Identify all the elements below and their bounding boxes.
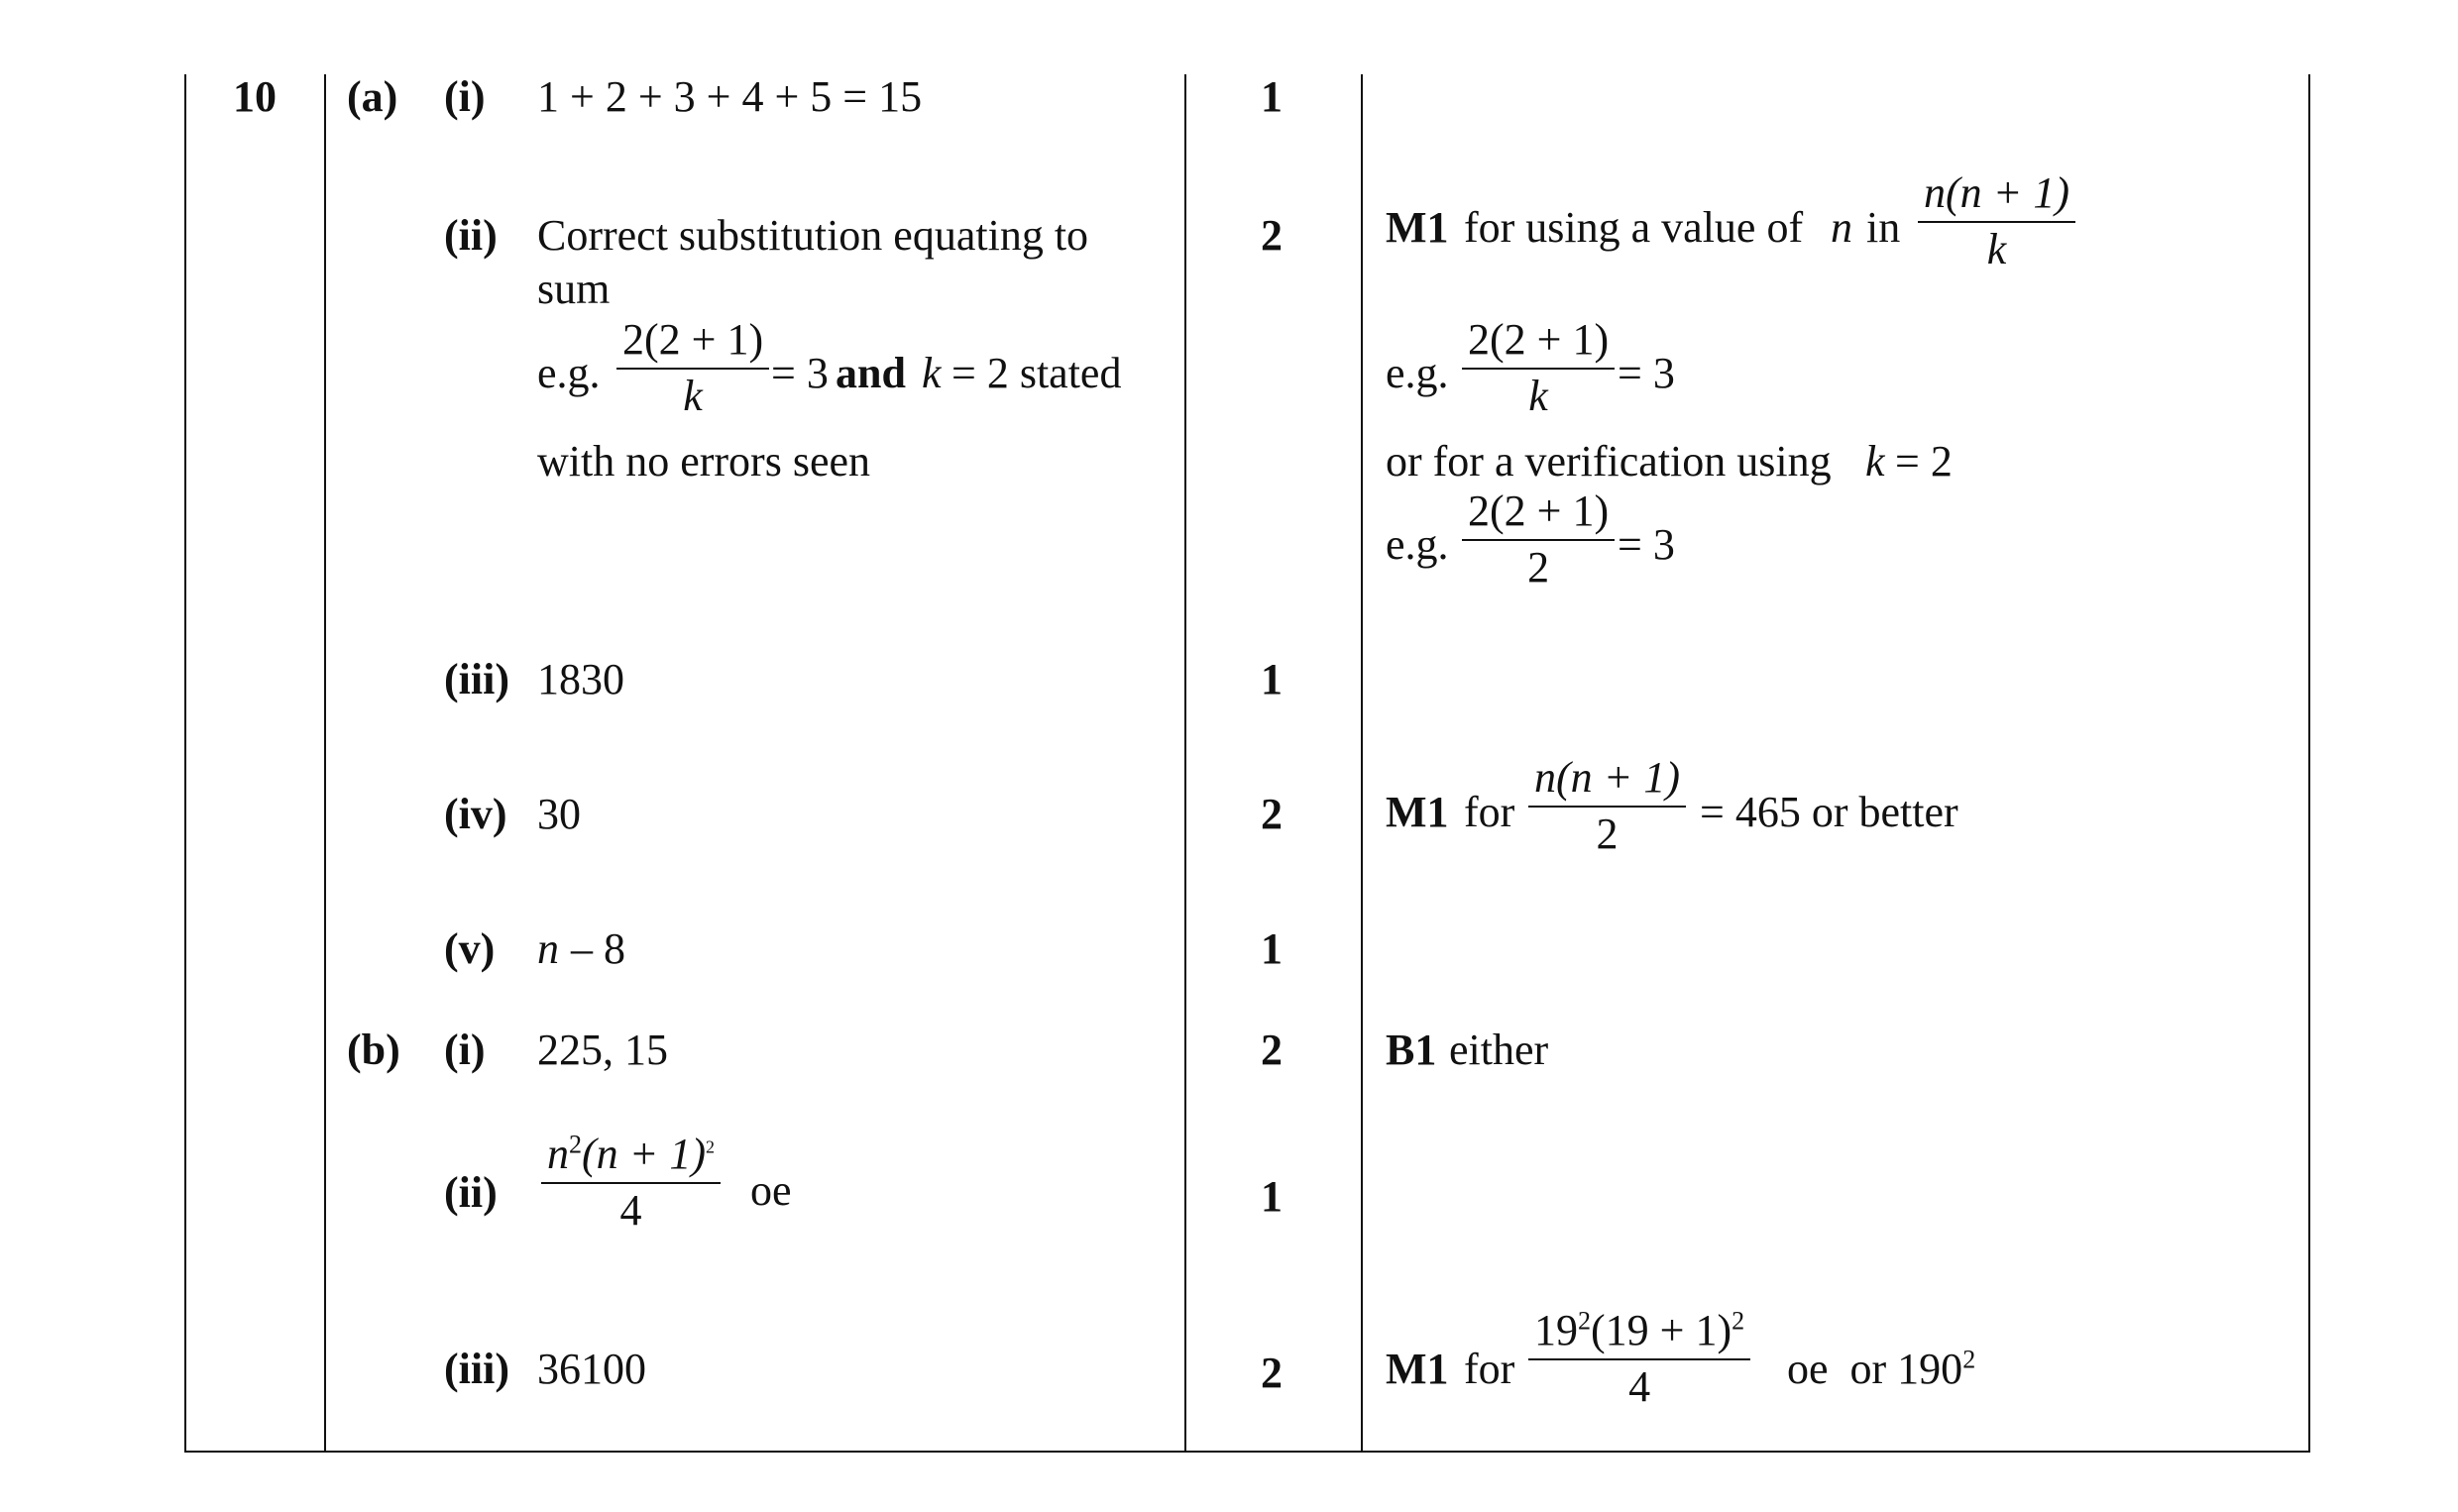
- a-ii-fraction: [616, 315, 769, 421]
- table-bottom-border: [184, 1451, 2310, 1453]
- a-v-answer-rest: – 8: [571, 924, 625, 973]
- col-divider-1: [324, 74, 326, 1453]
- a-ii-guidance-eg-2: e.g.: [1386, 520, 1449, 569]
- b-iii-guidance-oe-sup: 2: [1962, 1345, 1976, 1374]
- part-b-label: (b): [347, 1026, 400, 1074]
- a-iv-mark: 2: [1261, 790, 1283, 838]
- a-v-label: (v): [444, 924, 496, 973]
- a-iii-label: (iii): [444, 655, 509, 703]
- a-ii-guidance-fraction-1-bar: [1918, 221, 2075, 223]
- b-ii-fraction-numerator: [541, 1130, 721, 1180]
- a-i-label: (i): [444, 72, 486, 121]
- b-iii-guidance-fraction-numerator: [1528, 1306, 1750, 1356]
- a-iv-answer: 30: [537, 790, 581, 838]
- a-i-mark: 1: [1261, 72, 1283, 121]
- a-iv-guidance-for: for: [1464, 788, 1515, 836]
- b-iii-label: (iii): [444, 1345, 509, 1393]
- b-iii-num-sup: 2: [1578, 1306, 1591, 1336]
- a-ii-k-stated: = 2 stated: [951, 349, 1122, 397]
- b-iii-guidance-fraction-denominator: 4: [1628, 1361, 1651, 1411]
- a-ii-guidance-in: in: [1866, 203, 1901, 252]
- a-ii-and: and: [836, 349, 906, 397]
- a-ii-guidance-eg-1: e.g.: [1386, 349, 1449, 397]
- b-iii-guidance-for: for: [1464, 1345, 1515, 1393]
- a-ii-guidance-m1: M1: [1386, 203, 1449, 252]
- a-ii-answer-line2: sum: [537, 265, 611, 313]
- b-i-guidance-b1: B1: [1386, 1026, 1437, 1074]
- a-iii-mark: 1: [1261, 655, 1283, 703]
- col-divider-3: [1361, 74, 1363, 1453]
- b-ii-fraction-denominator: 4: [619, 1185, 642, 1235]
- col-divider-2: [1184, 74, 1186, 1453]
- b-iii-guidance-oe: [1787, 1345, 1976, 1393]
- b-i-label: (i): [444, 1026, 486, 1074]
- a-ii-guidance-or-text: or for a verification using: [1386, 437, 1832, 486]
- a-ii-fraction-denominator: k: [683, 371, 703, 420]
- a-ii-guidance-fraction-1-numerator: n(n + 1): [1924, 168, 2069, 217]
- b-iii-guidance-m1: M1: [1386, 1345, 1449, 1393]
- a-ii-fraction-bar: [616, 368, 769, 370]
- b-ii-num-sup2: 2: [706, 1136, 715, 1157]
- a-ii-equals: = 3: [771, 349, 829, 397]
- a-v-answer-n: n: [537, 924, 559, 973]
- b-i-answer: 225, 15: [537, 1026, 668, 1074]
- a-iii-answer: 1830: [537, 655, 624, 703]
- a-ii-guidance-n: n: [1831, 203, 1852, 252]
- a-iv-guidance-fraction-bar: [1528, 806, 1686, 808]
- a-iv-label: (iv): [444, 790, 507, 838]
- b-ii-fraction: [541, 1130, 721, 1236]
- b-iii-guidance-oe-text: oe or 190: [1787, 1345, 1963, 1393]
- a-ii-answer-line1: Correct substitution equating to: [537, 211, 1089, 260]
- b-iii-num-b: (19 + 1): [1591, 1306, 1732, 1354]
- a-ii-mark: 2: [1261, 211, 1283, 260]
- b-i-guidance-text: either: [1449, 1026, 1549, 1074]
- a-i-answer: 1 + 2 + 3 + 4 + 5 = 15: [537, 72, 923, 121]
- a-ii-guidance-fraction-3-denominator: 2: [1527, 542, 1550, 592]
- b-iii-mark: 2: [1261, 1349, 1283, 1397]
- a-ii-fraction-numerator: 2(2 + 1): [622, 315, 764, 364]
- a-ii-guidance-equals-2: = 3: [1618, 520, 1675, 569]
- a-iv-guidance-fraction-denominator: 2: [1596, 809, 1619, 858]
- a-ii-guidance-text: for using a value of: [1464, 203, 1804, 252]
- a-iv-guidance-fraction-numerator: n(n + 1): [1534, 753, 1680, 802]
- table-left-border: [184, 74, 186, 1453]
- a-ii-guidance-equals-1: = 3: [1618, 349, 1675, 397]
- a-v-mark: 1: [1261, 924, 1283, 973]
- b-ii-mark: 1: [1261, 1172, 1283, 1221]
- a-ii-guidance-fraction-2-bar: [1462, 368, 1615, 370]
- b-ii-label: (ii): [444, 1168, 498, 1217]
- b-iii-guidance-fraction: [1528, 1306, 1750, 1412]
- a-ii-guidance-fraction-2: [1462, 315, 1615, 421]
- b-iii-num-a: 19: [1534, 1306, 1578, 1354]
- table-right-border: [2308, 74, 2310, 1453]
- a-ii-guidance-fraction-3: [1462, 486, 1615, 593]
- a-ii-guidance-fraction-1: [1918, 168, 2075, 274]
- a-iv-guidance-m1: M1: [1386, 788, 1449, 836]
- b-iii-num-sup2: 2: [1732, 1306, 1745, 1336]
- a-iv-guidance-rest: = 465 or better: [1700, 788, 1958, 836]
- a-ii-label: (ii): [444, 211, 498, 260]
- b-ii-num-sup: 2: [569, 1130, 582, 1159]
- a-ii-answer-line4: with no errors seen: [537, 437, 871, 486]
- b-iii-guidance-fraction-bar: [1528, 1358, 1750, 1360]
- a-ii-guidance-or-eq: = 2: [1895, 437, 1953, 486]
- part-a-label: (a): [347, 72, 398, 121]
- a-ii-guidance-fraction-1-denominator: k: [1986, 224, 2007, 273]
- a-ii-guidance-or-k: k: [1865, 437, 1885, 486]
- a-ii-k: k: [922, 349, 942, 397]
- a-ii-eg: e.g.: [537, 349, 601, 397]
- a-iv-guidance-fraction: [1528, 753, 1686, 859]
- a-ii-guidance-fraction-2-denominator: k: [1528, 371, 1548, 420]
- b-ii-num-n: n: [547, 1130, 569, 1178]
- a-ii-guidance-fraction-2-numerator: 2(2 + 1): [1468, 315, 1610, 364]
- b-iii-answer: 36100: [537, 1345, 646, 1393]
- b-ii-fraction-bar: [541, 1182, 721, 1184]
- b-i-mark: 2: [1261, 1026, 1283, 1074]
- b-ii-oe: oe: [750, 1166, 792, 1215]
- question-number: 10: [233, 72, 277, 121]
- a-ii-guidance-fraction-3-numerator: 2(2 + 1): [1468, 486, 1610, 535]
- a-ii-guidance-fraction-3-bar: [1462, 539, 1615, 541]
- b-ii-num-rest: (n + 1): [582, 1130, 706, 1178]
